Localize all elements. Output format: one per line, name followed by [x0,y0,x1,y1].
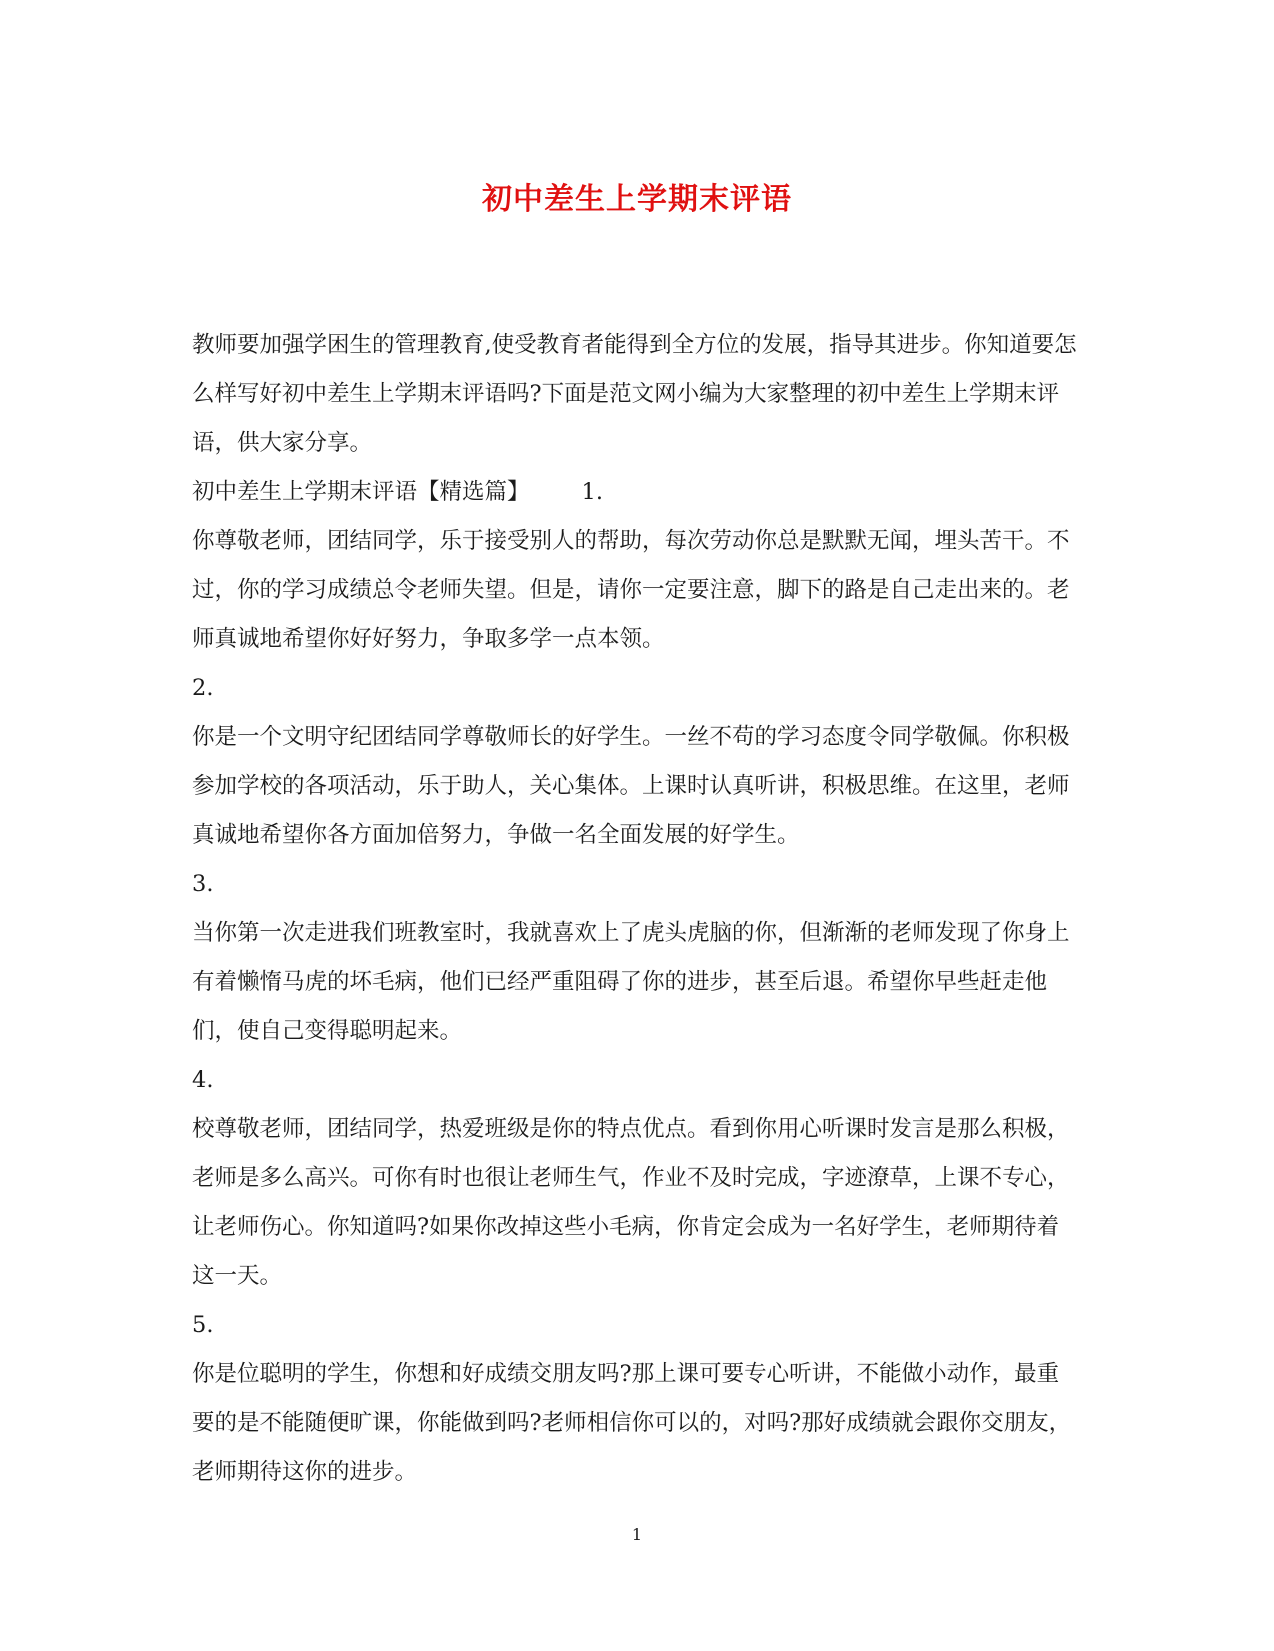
item-text-5: 你是位聪明的学生，你想和好成绩交朋友吗?那上课可要专心听讲，不能做小动作，最重要的是不能随便旷课，你能做到吗?老师相信你可以的，对吗?那好成绩就会跟你交朋友，老师期待这你的进步。 [192,1361,1072,1485]
item-text-1: 你尊敬老师，团结同学，乐于接受别人的帮助，每次劳动你总是默默无闻，埋头苦干。不过，你的学习成绩总令老师失望。但是，请你一定要注意，脚下的路是自己走出来的。老师真诚地希望你好好努力，争取多学一点本领。 [192,528,1070,652]
item-number-3: 3. [192,871,214,897]
item-number-4: 4. [192,1067,214,1093]
document-body [192,321,1077,1497]
item-text-2: 你是一个文明守纪团结同学尊敬师长的好学生。一丝不苟的学习态度令同学敬佩。你积极参加学校的各项活动，乐于助人，关心集体。上课时认真听讲，积极思维。在这里，老师真诚地希望你各方面加倍努力，争做一名全面发展的好学生。 [192,724,1070,848]
document-title: 初中差生上学期末评语 [482,182,792,218]
section-heading: 初中差生上学期末评语【精选篇】 [192,479,530,505]
section-heading-line [192,468,1077,517]
intro-paragraph: 教师要加强学困生的管理教育,使受教育者能得到全方位的发展，指导其进步。你知道要怎么样写好初中差生上学期末评语吗?下面是范文网小编为大家整理的初中差生上学期末评语，供大家分享。 [192,332,1077,456]
item-text-3: 当你第一次走进我们班教室时，我就喜欢上了虎头虎脑的你，但渐渐的老师发现了你身上有着懒惰马虎的坏毛病，他们已经严重阻碍了你的进步，甚至后退。希望你早些赶走他们，使自己变得聪明起来。 [192,920,1070,1044]
item-number-1: 1. [581,479,603,505]
item-text-4: 校尊敬老师，团结同学，热爱班级是你的特点优点。看到你用心听课时发言是那么积极，老师是多么高兴。可你有时也很让老师生气，作业不及时完成，字迹潦草，上课不专心，让老师伤心。你知道吗?如果你改掉这些小毛病，你肯定会成为一名好学生，老师期待着这一天。 [192,1116,1070,1289]
page-number: 1 [631,1525,643,1544]
item-number-2: 2. [192,675,214,701]
item-number-5: 5. [192,1312,214,1338]
